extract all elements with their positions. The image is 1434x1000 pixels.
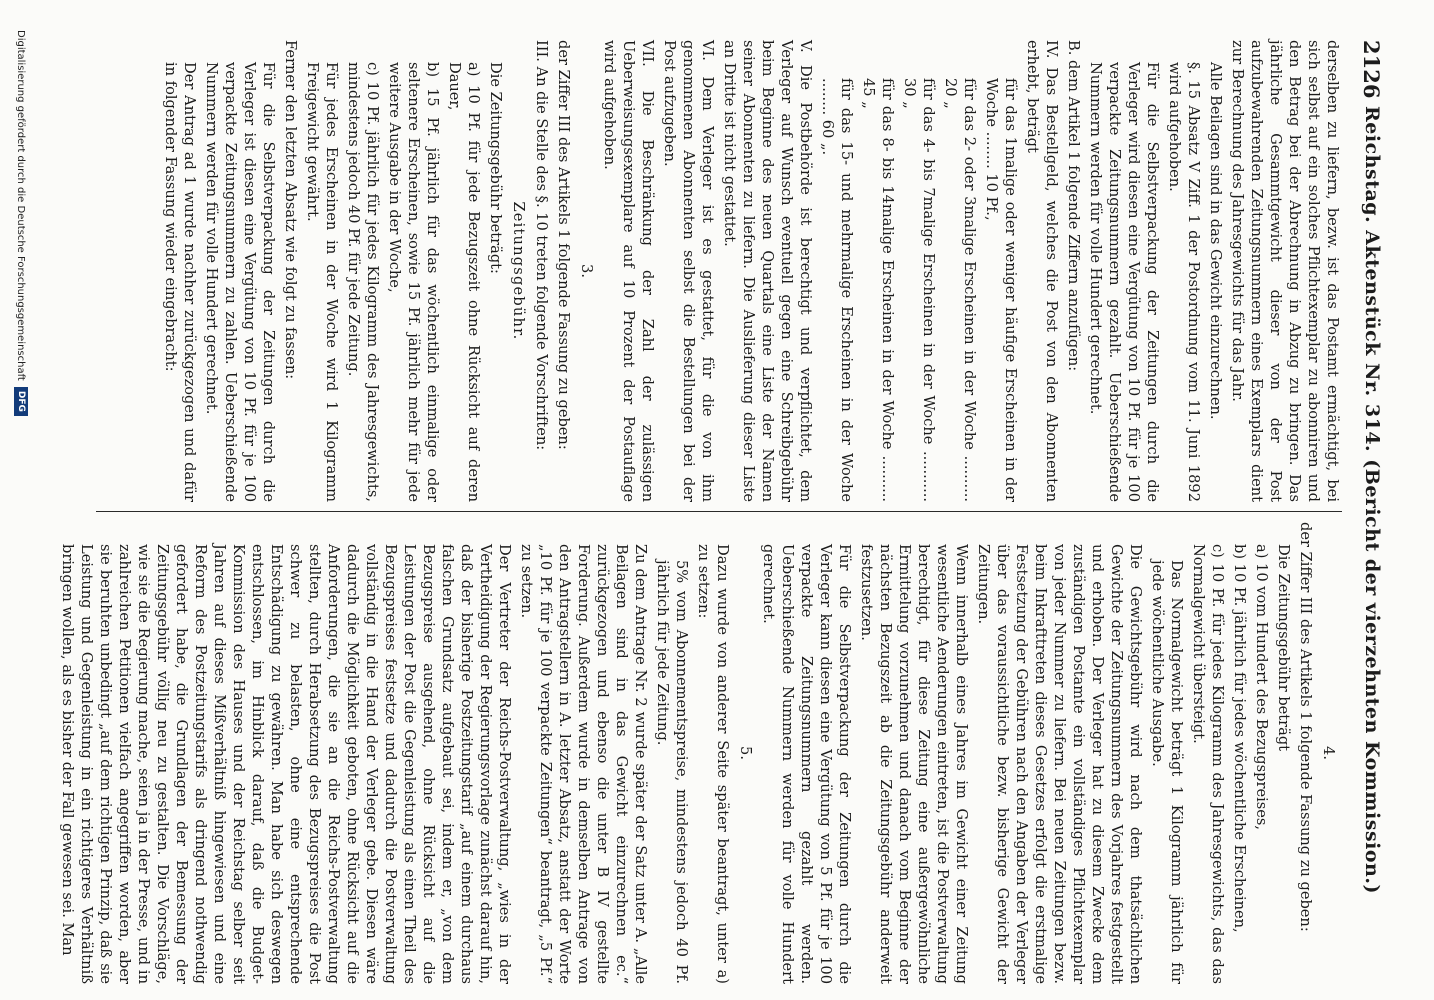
section-number: 4.	[1320, 746, 1337, 760]
right-text-column	[59, 522, 1342, 984]
paragraph: Für die Selbstverpackung der Zeitungen durch die Verleger wird diesen eine Vergütung von 10 Pf. für je 100 verpackte Zeitungsnummern gezahlt. Ueberschießende Nummern werden für volle Hundert gerechnet.	[1087, 62, 1161, 502]
section-number: 5.	[737, 746, 754, 760]
paragraph: Für jedes Erscheinen in der Woche wird 1 Kilogramm Freigewicht gewährt.	[304, 62, 340, 502]
paragraph: IV. Das Bestellgeld, welches die Post von den Abonnenten erhebt, beträgt	[1024, 40, 1060, 502]
paragraph: VI. Dem Verleger ist es gestattet, für die von ihm genommenen Abonnenten selbst die Bestellungen bei der Post aufzugeben.	[661, 40, 716, 502]
paragraph: Dazu wurde von anderer Seite später beantragt, unter a) zu setzen:	[695, 544, 731, 984]
paragraph: VII. Die Beschränkung der Zahl der zulässigen Ueberweisungsexemplare auf 10 Prozent der Postauflage wird aufgehoben.	[601, 40, 656, 502]
list-item: b) 10 Pf. jährlich für jedes wöchentliche Erscheinen,	[1231, 544, 1248, 933]
paragraph: Zu dem Antrage Nr. 2 wurde später der Satz unter A. „Alle Beilagen sind in das Gewicht einzurechnen ec.“ zurückgezogen und ebenso die unter B IV gestellte Forderung. Außerdem wurde in demselben Antrage von den Antragstellern in A. letzter Absatz, anstatt der Worte „10 Pf. für je 100 verpackte Zeitungen“ beantragt, „5 Pf.“ zu setzen.	[518, 544, 649, 984]
paragraph: der Ziffer III des Artikels 1 folgende Fassung zu geben:	[1297, 522, 1314, 932]
paragraph: derselben zu liefern, bezw. ist das Postamt ermächtigt, bei sich selbst auf ein solches Pflichtexemplar zu abonniren und den Betrag bei der Abrechnung in Abzug zu bringen. Das jährliche Gesammtgewicht dieser von der Post aufzubewahrenden Zeitungsnummern eines Exemplars dient zur Berechnung des Jahresgewichts für das Jahr.	[1229, 40, 1341, 502]
paragraph: III. An die Stelle des §. 10 treten folgende Vorschriften:	[533, 40, 550, 451]
paragraph: Ferner den letzten Absatz wie folgt zu fassen:	[282, 40, 299, 380]
fee-line: für das 15- und mehrmalige Erscheinen in der Woche ........ 60 „.	[819, 78, 855, 502]
paragraph: Wenn innerhalb eines Jahres im Gewicht einer Zeitung wesentliche Aenderungen eintreten, ist die Postverwaltung berechtigt, für diese Zeitung eine außergewöhnliche Ermittelung vorzunehmen und danach vom Beginne der nächsten Bezugszeit ab die Zeitungsgebühr anderweit festzusetzen.	[858, 544, 970, 984]
paragraph: V. Die Postbehörde ist berechtigt und verpflichtet, dem Verleger auf Wunsch eventuell gegen eine Schreibgebühr beim Beginne des neuen Quartals eine Liste der Namen seiner Abonnenten zu liefern. Die Auslieferung dieser Liste an Dritte ist nicht gestattet.	[721, 40, 814, 502]
paragraph: §. 15 Absatz V Ziff. 1 der Postordnung vom 11. Juni 1892 wird aufgehoben.	[1166, 62, 1202, 502]
paragraph: Die Gewichtsgebühr wird nach dem thatsächlichen Gewichte der Zeitungsnummern des Vorjahres festgestellt und erhoben. Der Verleger hat zu diesem Zwecke dem zuständigen Postamte ein vollständiges Pflichtexemplar von jeder Nummer zu liefern. Bei neuen Zeitungen bezw. beim Inkrafttreten dieses Gesetzes erfolgt die erstmalige Festsetzung der Gebühren nach den Angaben der Verleger über das voraussichtliche bezw. bisherige Gewicht der Zeitungen.	[975, 544, 1144, 984]
dfg-logo-icon: DFG	[14, 387, 28, 416]
running-title: Reichstag. Aktenstück Nr. 314. (Bericht der vierzehnten Kommission.)	[1361, 106, 1383, 894]
paragraph: B. dem Artikel 1 folgende Ziffern anzufügen:	[1065, 40, 1082, 372]
list-item: a) 10 Pf. für jede Bezugszeit ohne Rücksicht auf deren Dauer,	[446, 62, 482, 502]
list-item: b) 15 Pf. jährlich für das wöchentlich einmalige oder seltenere Erscheinen, sowie 15 Pf. jährlich mehr für jede weitere Ausgabe in der Woche,	[386, 62, 441, 502]
list-item: c) 10 Pf. für jedes Kilogramm des Jahresgewichts, das das Normalgewicht übersteigt.	[1190, 544, 1226, 984]
digitization-footer	[14, 30, 28, 990]
paragraph: Für die Selbstverpackung der Zeitungen durch die Verleger kann diesen eine Vergütung von 5 Pf. für je 100 verpackte Zeitungsnummern gezahlt werden. Ueberschießende Nummern werden für volle Hundert gerechnet.	[760, 544, 853, 984]
left-text-column	[96, 40, 1342, 502]
fee-line: für das 2- oder 3malige Erscheinen in der Woche .......... 20 „	[942, 78, 978, 502]
paragraph: Für die Selbstverpackung der Zeitungen durch die Verleger ist diesen eine Vergütung von 10 Pf. für je 100 verpackte Zeitungsnummern zu zahlen. Ueberschießende Nummern werden für volle Hundert gerechnet.	[203, 62, 277, 502]
paragraph: 5% vom Abonnementspreise, mindestens jedoch 40 Pf. jährlich für jede Zeitung.	[654, 560, 690, 984]
fee-line: für das 4- bis 7malige Erscheinen in der Woche ........... 30 „	[901, 78, 937, 502]
page-header	[1356, 40, 1384, 960]
list-item: a) 10 vom Hundert des Bezugspreises,	[1253, 544, 1270, 830]
paragraph: Die Zeitungsgebühr beträgt	[1275, 544, 1292, 752]
digitization-note: Digitalisierung gefördert durch die Deutsche Forschungsgemeinschaft	[15, 30, 27, 381]
paragraph: Alle Beilagen sind in das Gewicht einzurechnen.	[1207, 62, 1224, 420]
paragraph: der Ziffer III des Artikels 1 folgende Fassung zu geben:	[555, 40, 572, 450]
fee-line: für das 1malige oder weniger häufige Erscheinen in der Woche ........ 10 Pf.,	[983, 78, 1019, 502]
list-item: c) 10 Pf. jährlich für jedes Kilogramm des Jahresgewichts, mindestens jedoch 40 Pf. für jede Zeitung.	[345, 62, 381, 502]
subheading: Zeitungsgebühr.	[510, 201, 527, 341]
paragraph: Das Normalgewicht beträgt 1 Kilogramm jährlich für jede wöchentliche Ausgabe.	[1149, 560, 1185, 984]
column-divider	[96, 511, 1342, 512]
section-number: 3.	[578, 264, 595, 278]
paragraph: Die Zeitungsgebühr beträgt:	[487, 62, 504, 274]
fee-line: für das 8- bis 14malige Erscheinen in der Woche .......... 45 „	[860, 78, 896, 502]
paragraph: Der Vertreter der Reichs-Postverwaltung, „wies in der Vertheidigung der Regierungsvorlage zunächst darauf hin, daß der bisherige Postzeitungstarif „auf einem durchaus falschen Grundsatz aufgebaut sei, indem er, „von dem Bezugspreise ausgehend, ohne Rücksicht auf die Leistungen der Post die Gegenleistung als einen Theil des Bezugspreises festsetze und dadurch die Postverwaltung vollständig in die Hand der Verleger gebe. Diesen wäre dadurch die Möglichkeit geboten, ohne Rücksicht auf die Anforderungen, die sie an die Reichs-Postverwaltung stellten, durch Herabsetzung des Bezugspreises die Post schwer zu belasten, ohne eine entsprechende Entschädigung zu gewähren. Man habe sich deswegen entschlossen, im Hinblick darauf, daß die Budget-Kommission des Hauses und der Reichstag selber seit Jahren auf dieses Mißverhältniß hingewiesen und eine Reform des Postzeitungstarifs als dringend nothwendig gefordert habe, die Grundlagen der Bemessung der Zeitungsgebühr völlig neu zu gestalten. Die Vorschläge, wie sie die Regierung mache, seien ja in der Presse, und in zahlreichen Petitionen vielfach angegriffen worden, aber sie beruhten unbedingt „auf dem richtigen Prinzip, daß sie Leistung und Gegenleistung in ein richtigeres Verhältniß bringen wollen, als es bisher der Fall gewesen sei. Man	[59, 544, 513, 984]
page-number: 2126	[1359, 40, 1384, 99]
paragraph: Der Antrag ad 1 wurde nachher zurückgezogen und dafür in folgender Fassung wieder eingebracht:	[162, 62, 198, 502]
